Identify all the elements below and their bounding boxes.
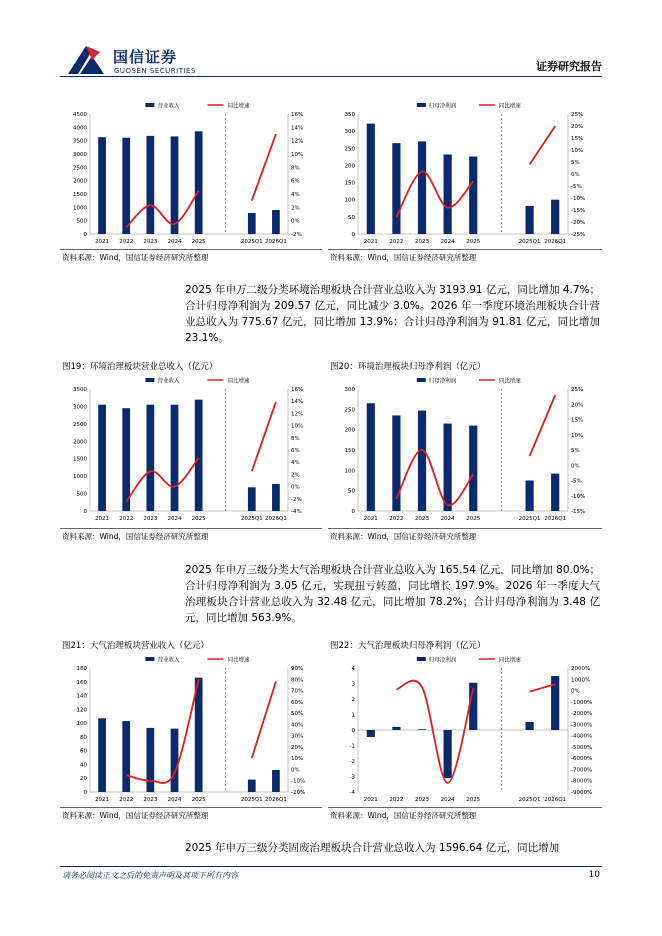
- legend-bar-swatch: [417, 378, 426, 382]
- bar: [147, 405, 155, 511]
- y2-tick-label: -5%: [571, 478, 582, 485]
- y-tick-label: 2500: [73, 421, 87, 428]
- y2-tick-label: -20%: [571, 220, 586, 226]
- x-tick-label: 2022: [119, 797, 134, 803]
- y-tick-label: 1000: [73, 474, 87, 481]
- bar: [98, 405, 106, 511]
- growth-line-quarterly: [252, 682, 276, 759]
- y2-tick-label: -2000%: [571, 711, 593, 718]
- source-divider: [60, 249, 322, 250]
- legend-label: 同比增速: [498, 657, 521, 664]
- x-tick-label: 2026Q1: [544, 797, 567, 803]
- y2-tick-label: 50%: [291, 711, 304, 718]
- bar: [525, 481, 533, 512]
- bar: [272, 210, 280, 234]
- bar: [444, 154, 452, 234]
- y2-tick-label: 12%: [291, 411, 304, 418]
- y-tick-label: 80: [80, 734, 87, 741]
- report-type-label: 证券研究报告: [536, 60, 602, 73]
- y-tick-label: 4500: [73, 112, 87, 118]
- y-tick-label: 40: [80, 762, 87, 769]
- bar: [248, 487, 256, 511]
- bar: [171, 136, 179, 234]
- y2-tick-label: 10%: [291, 152, 304, 158]
- y-tick-label: 50: [348, 214, 355, 221]
- bar: [392, 415, 400, 511]
- x-tick-label: 2021: [363, 239, 378, 245]
- y-tick-label: 1: [351, 712, 355, 719]
- y2-tick-label: 10%: [291, 423, 304, 430]
- x-tick-label: 2025Q1: [518, 239, 541, 245]
- growth-line-quarterly: [530, 126, 556, 164]
- y-tick-label: 3000: [73, 404, 87, 411]
- y2-tick-label: 1000%: [571, 677, 591, 684]
- legend-label: 归母净利润: [428, 103, 457, 110]
- source-divider: [60, 528, 322, 529]
- y-tick-label: 100: [76, 721, 87, 728]
- x-tick-label: 2022: [389, 797, 404, 803]
- x-tick-label: 2025Q1: [240, 516, 263, 522]
- source-note: 资料来源：Wind，国信证券经济研究所整理: [62, 532, 209, 541]
- y2-tick-label: 10%: [571, 148, 584, 154]
- source-note: 资料来源：Wind，国信证券经济研究所整理: [330, 811, 477, 820]
- x-tick-label: 2024: [440, 516, 455, 522]
- y2-tick-label: 14%: [291, 399, 304, 406]
- y2-tick-label: 40%: [291, 722, 304, 729]
- y2-tick-label: 4%: [291, 192, 300, 198]
- chart-4: [328, 375, 602, 525]
- x-tick-label: 2021: [95, 797, 110, 803]
- legend-label: 营业收入: [157, 103, 180, 110]
- header-divider: [60, 76, 602, 77]
- logo-english-name: GUOSEN SECURITIES: [114, 67, 196, 75]
- y2-tick-label: 25%: [571, 112, 584, 118]
- legend-label: 同比增速: [227, 103, 250, 110]
- growth-line-annual: [126, 679, 198, 783]
- x-tick-label: 2024: [440, 239, 455, 245]
- legend-label: 同比增速: [498, 378, 521, 385]
- x-tick-label: 2022: [119, 239, 134, 245]
- y-tick-label: 140: [76, 693, 87, 700]
- y-tick-label: 0: [83, 509, 87, 515]
- x-tick-label: 2023: [143, 797, 158, 803]
- y2-tick-label: 5%: [571, 160, 580, 166]
- y2-tick-label: -15%: [571, 509, 586, 515]
- y2-tick-label: 16%: [291, 112, 304, 118]
- page-header: [0, 0, 662, 90]
- x-tick-label: 2021: [363, 516, 378, 522]
- bar: [469, 157, 477, 234]
- y-tick-label: -2: [349, 759, 355, 765]
- chart-3: [60, 375, 322, 525]
- bar: [147, 136, 155, 234]
- y-tick-label: 3500: [73, 387, 87, 393]
- growth-line-quarterly: [530, 395, 556, 456]
- x-tick-label: 2026Q1: [544, 516, 567, 522]
- y2-tick-label: -5000%: [571, 744, 593, 751]
- y2-tick-label: -4000%: [571, 733, 593, 740]
- guosen-logo-icon: [66, 44, 106, 76]
- x-tick-label: 2025Q1: [240, 797, 263, 803]
- x-tick-label: 2023: [143, 516, 158, 522]
- y2-tick-label: -5%: [571, 184, 582, 190]
- y2-tick-label: -10%: [571, 493, 586, 500]
- y2-tick-label: 0%: [571, 172, 580, 178]
- legend-label: 营业收入: [157, 657, 180, 664]
- bar: [147, 728, 155, 792]
- bar: [392, 143, 400, 234]
- y-tick-label: 0: [351, 232, 355, 238]
- x-tick-label: 2021: [95, 516, 110, 522]
- y2-tick-label: 0%: [291, 767, 300, 774]
- bar: [171, 729, 179, 792]
- source-divider: [328, 807, 602, 808]
- legend-bar-swatch: [145, 103, 154, 107]
- bar: [469, 426, 477, 511]
- y-tick-label: 3000: [73, 152, 87, 158]
- figure-caption: 图21：大气治理板块营业收入（亿元）: [62, 641, 209, 651]
- y2-tick-label: -15%: [571, 208, 586, 214]
- y-tick-label: 180: [76, 666, 87, 672]
- x-tick-label: 2021: [363, 797, 378, 803]
- bar: [367, 124, 375, 234]
- x-tick-label: 2022: [119, 516, 134, 522]
- legend-label: 归母净利润: [428, 378, 457, 385]
- x-tick-label: 2024: [167, 516, 182, 522]
- legend-bar-swatch: [145, 657, 154, 661]
- x-tick-label: 2026Q1: [544, 239, 567, 245]
- y-tick-label: 0: [351, 728, 355, 734]
- y2-tick-label: -6000%: [571, 756, 593, 763]
- bar: [367, 730, 375, 737]
- y-tick-label: 150: [344, 180, 355, 187]
- bar: [418, 729, 426, 730]
- legend-label: 营业收入: [157, 378, 180, 385]
- legend-bar-swatch: [417, 103, 426, 107]
- y-tick-label: 1500: [73, 456, 87, 463]
- bar: [418, 141, 426, 234]
- figure-caption: 图20：环境治理板块归母净利润（亿元）: [330, 362, 486, 372]
- y-tick-label: 2: [351, 697, 355, 703]
- y2-tick-label: -2%: [291, 496, 302, 503]
- y-tick-label: 2000: [73, 439, 87, 446]
- y2-tick-label: 20%: [571, 402, 584, 409]
- y-tick-label: 300: [344, 387, 355, 393]
- x-tick-label: 2025: [466, 239, 481, 245]
- y2-tick-label: -9000%: [571, 790, 593, 796]
- bar: [195, 400, 203, 511]
- y2-tick-label: -1000%: [571, 699, 593, 706]
- bar: [525, 206, 533, 234]
- y-tick-label: 0: [351, 509, 355, 515]
- y2-tick-label: 0%: [291, 484, 300, 491]
- y-tick-label: -4: [349, 790, 355, 796]
- y2-tick-label: 8%: [291, 165, 300, 172]
- source-divider: [60, 807, 322, 808]
- source-divider: [328, 249, 602, 250]
- y-tick-label: 4000: [73, 125, 87, 132]
- y-tick-label: 250: [344, 407, 355, 414]
- chart-1: [60, 100, 322, 248]
- bar: [444, 424, 452, 511]
- y-tick-label: 350: [344, 112, 355, 118]
- y-tick-label: 50: [348, 488, 355, 495]
- y-tick-label: 200: [344, 427, 355, 434]
- legend-label: 同比增速: [227, 657, 250, 664]
- y2-tick-label: 15%: [571, 136, 584, 142]
- y-tick-label: 200: [344, 163, 355, 170]
- bar: [171, 405, 179, 511]
- bar: [418, 411, 426, 511]
- y-tick-label: 60: [80, 748, 87, 755]
- y2-tick-label: 8%: [291, 435, 300, 442]
- growth-line-annual: [396, 450, 473, 505]
- y2-tick-label: 60%: [291, 699, 304, 706]
- y-tick-label: 1000: [73, 205, 87, 212]
- y-tick-label: 100: [344, 197, 355, 204]
- legend-bar-swatch: [417, 657, 426, 661]
- y2-tick-label: 25%: [571, 387, 584, 393]
- y2-tick-label: -2%: [291, 232, 302, 238]
- x-tick-label: 2025: [466, 797, 481, 803]
- figure-caption: 图19：环境治理板块营业总收入（亿元）: [62, 362, 218, 372]
- y-tick-label: 500: [76, 218, 87, 225]
- y-tick-label: 150: [344, 448, 355, 454]
- y2-tick-label: 2000%: [571, 666, 591, 672]
- growth-line-annual: [396, 172, 473, 218]
- x-tick-label: 2026Q1: [265, 239, 287, 245]
- logo-chinese-name: 国信证券: [113, 48, 178, 66]
- x-tick-label: 2024: [167, 797, 182, 803]
- paragraph-solid-waste: 2025 年申万三级分类固废治理板块合计营业总收入为 1596.64 亿元，同比增加: [185, 842, 560, 854]
- x-tick-label: 2025: [466, 516, 481, 522]
- y2-tick-label: 16%: [291, 387, 304, 393]
- x-tick-label: 2023: [143, 239, 158, 245]
- source-note: 资料来源：Wind，国信证券经济研究所整理: [62, 811, 209, 820]
- x-tick-label: 2025: [191, 516, 206, 522]
- x-tick-label: 2025Q1: [518, 516, 541, 522]
- y2-tick-label: -8000%: [571, 778, 593, 785]
- y2-tick-label: 2%: [291, 205, 300, 212]
- y2-tick-label: 90%: [291, 666, 304, 672]
- legend-label: 同比增速: [498, 103, 521, 110]
- y-tick-label: 500: [76, 491, 87, 498]
- x-tick-label: 2023: [415, 239, 430, 245]
- chart-6: [328, 654, 602, 806]
- y2-tick-label: 20%: [291, 744, 304, 751]
- legend-label: 归母净利润: [428, 657, 457, 664]
- y2-tick-label: 30%: [291, 733, 304, 740]
- y2-tick-label: 4%: [291, 460, 300, 467]
- page-number: 10: [588, 870, 600, 880]
- y2-tick-label: -4%: [291, 509, 302, 515]
- y-tick-label: 160: [76, 679, 87, 686]
- y2-tick-label: 10%: [291, 756, 304, 763]
- y-tick-label: 2500: [73, 165, 87, 172]
- source-note: 资料来源：Wind，国信证券经济研究所整理: [62, 253, 209, 262]
- bar: [248, 213, 256, 234]
- y-tick-label: 120: [76, 707, 87, 714]
- y-tick-label: 250: [344, 146, 355, 153]
- y2-tick-label: 0%: [571, 688, 580, 695]
- bar: [195, 131, 203, 234]
- source-note: 资料来源：Wind，国信证券经济研究所整理: [330, 253, 477, 262]
- x-tick-label: 2022: [389, 239, 404, 245]
- bar: [444, 730, 452, 778]
- bar: [122, 721, 130, 792]
- y2-tick-label: 20%: [571, 124, 584, 130]
- bar: [272, 770, 280, 792]
- y-tick-label: -3: [349, 774, 355, 781]
- y-tick-label: 2000: [73, 178, 87, 185]
- paragraph-environment: 2025 年申万二级分类环境治理板块合计营业总收入为 3193.91 亿元，同比增加 4.7%；合计归母净利润为 209.57 亿元，同比减少 3.0%。2026 年一季度环境治理板块合计营业总收入为 775.67 亿元，同比增加 13.9%；合计归母净利润为 91.81 亿元，同比增加 23.1%。: [185, 284, 600, 344]
- y-tick-label: 300: [344, 129, 355, 136]
- bar: [551, 200, 559, 234]
- growth-line-annual: [396, 681, 473, 783]
- y2-tick-label: 10%: [571, 432, 584, 439]
- bar: [122, 138, 130, 234]
- bar: [367, 403, 375, 511]
- x-tick-label: 2026Q1: [265, 516, 287, 522]
- y2-tick-label: -7000%: [571, 767, 593, 774]
- bar: [98, 718, 106, 792]
- y2-tick-label: 80%: [291, 677, 304, 684]
- legend-bar-swatch: [145, 378, 154, 382]
- growth-line-quarterly: [252, 402, 276, 472]
- y2-tick-label: 0%: [571, 463, 580, 470]
- growth-line-quarterly: [252, 134, 276, 201]
- y2-tick-label: 14%: [291, 125, 304, 132]
- y-tick-label: 100: [344, 468, 355, 475]
- y-tick-label: 3: [351, 681, 355, 688]
- y2-tick-label: 6%: [291, 178, 300, 185]
- legend-label: 同比增速: [227, 378, 250, 385]
- y-tick-label: 3500: [73, 138, 87, 145]
- bar: [272, 484, 280, 511]
- bar: [248, 780, 256, 792]
- y2-tick-label: 6%: [291, 448, 300, 454]
- figure-caption: 图22：大气治理板块归母净利润（亿元）: [330, 641, 486, 651]
- y-tick-label: 4: [351, 666, 355, 672]
- y2-tick-label: 70%: [291, 688, 304, 695]
- x-tick-label: 2024: [167, 239, 182, 245]
- footer-disclaimer: 请务必阅读正文之后的免责声明及其项下所有内容: [62, 871, 238, 880]
- y2-tick-label: -10%: [291, 778, 306, 785]
- x-tick-label: 2026Q1: [265, 797, 287, 803]
- chart-2: [328, 100, 602, 248]
- x-tick-label: 2025Q1: [518, 797, 541, 803]
- x-tick-label: 2025: [191, 797, 206, 803]
- y-tick-label: 20: [80, 776, 87, 783]
- bar: [98, 137, 106, 234]
- y2-tick-label: -3000%: [571, 722, 593, 729]
- footer-divider: [60, 866, 602, 867]
- y2-tick-label: 12%: [291, 138, 304, 145]
- y-tick-label: 1500: [73, 192, 87, 198]
- bar: [392, 727, 400, 730]
- y2-tick-label: -10%: [571, 196, 586, 202]
- x-tick-label: 2022: [389, 516, 404, 522]
- paragraph-air: 2025 年申万三级分类大气治理板块合计营业总收入为 165.54 亿元，同比增加 80.0%；合计归母净利润为 3.05 亿元，实现扭亏转盈，同比增长 197.9%。2026 年一季度大气治理板块合计营业总收入为 32.48 亿元，同比增加 78.2%；合计归母净利润为 3.48 亿元，同比增加 563.9%。: [185, 564, 600, 624]
- bar: [122, 408, 130, 511]
- x-tick-label: 2023: [415, 516, 430, 522]
- source-divider: [328, 528, 602, 529]
- y-tick-label: 0: [83, 790, 87, 796]
- chart-5: [60, 654, 322, 806]
- growth-line-annual: [126, 191, 198, 228]
- source-note: 资料来源：Wind，国信证券经济研究所整理: [330, 532, 477, 541]
- y2-tick-label: 15%: [571, 417, 584, 424]
- y2-tick-label: -20%: [291, 790, 306, 796]
- y2-tick-label: -25%: [571, 232, 586, 238]
- y2-tick-label: 2%: [291, 472, 300, 479]
- bar: [551, 474, 559, 511]
- x-tick-label: 2023: [415, 797, 430, 803]
- bar: [525, 722, 533, 730]
- x-tick-label: 2021: [95, 239, 110, 245]
- x-tick-label: 2024: [440, 797, 455, 803]
- growth-line-annual: [126, 458, 198, 502]
- x-tick-label: 2025: [191, 239, 206, 245]
- x-tick-label: 2025Q1: [240, 239, 263, 245]
- y2-tick-label: 0%: [291, 218, 300, 225]
- y-tick-label: 0: [83, 232, 87, 238]
- y2-tick-label: 5%: [571, 448, 580, 454]
- y-tick-label: -1: [349, 743, 355, 750]
